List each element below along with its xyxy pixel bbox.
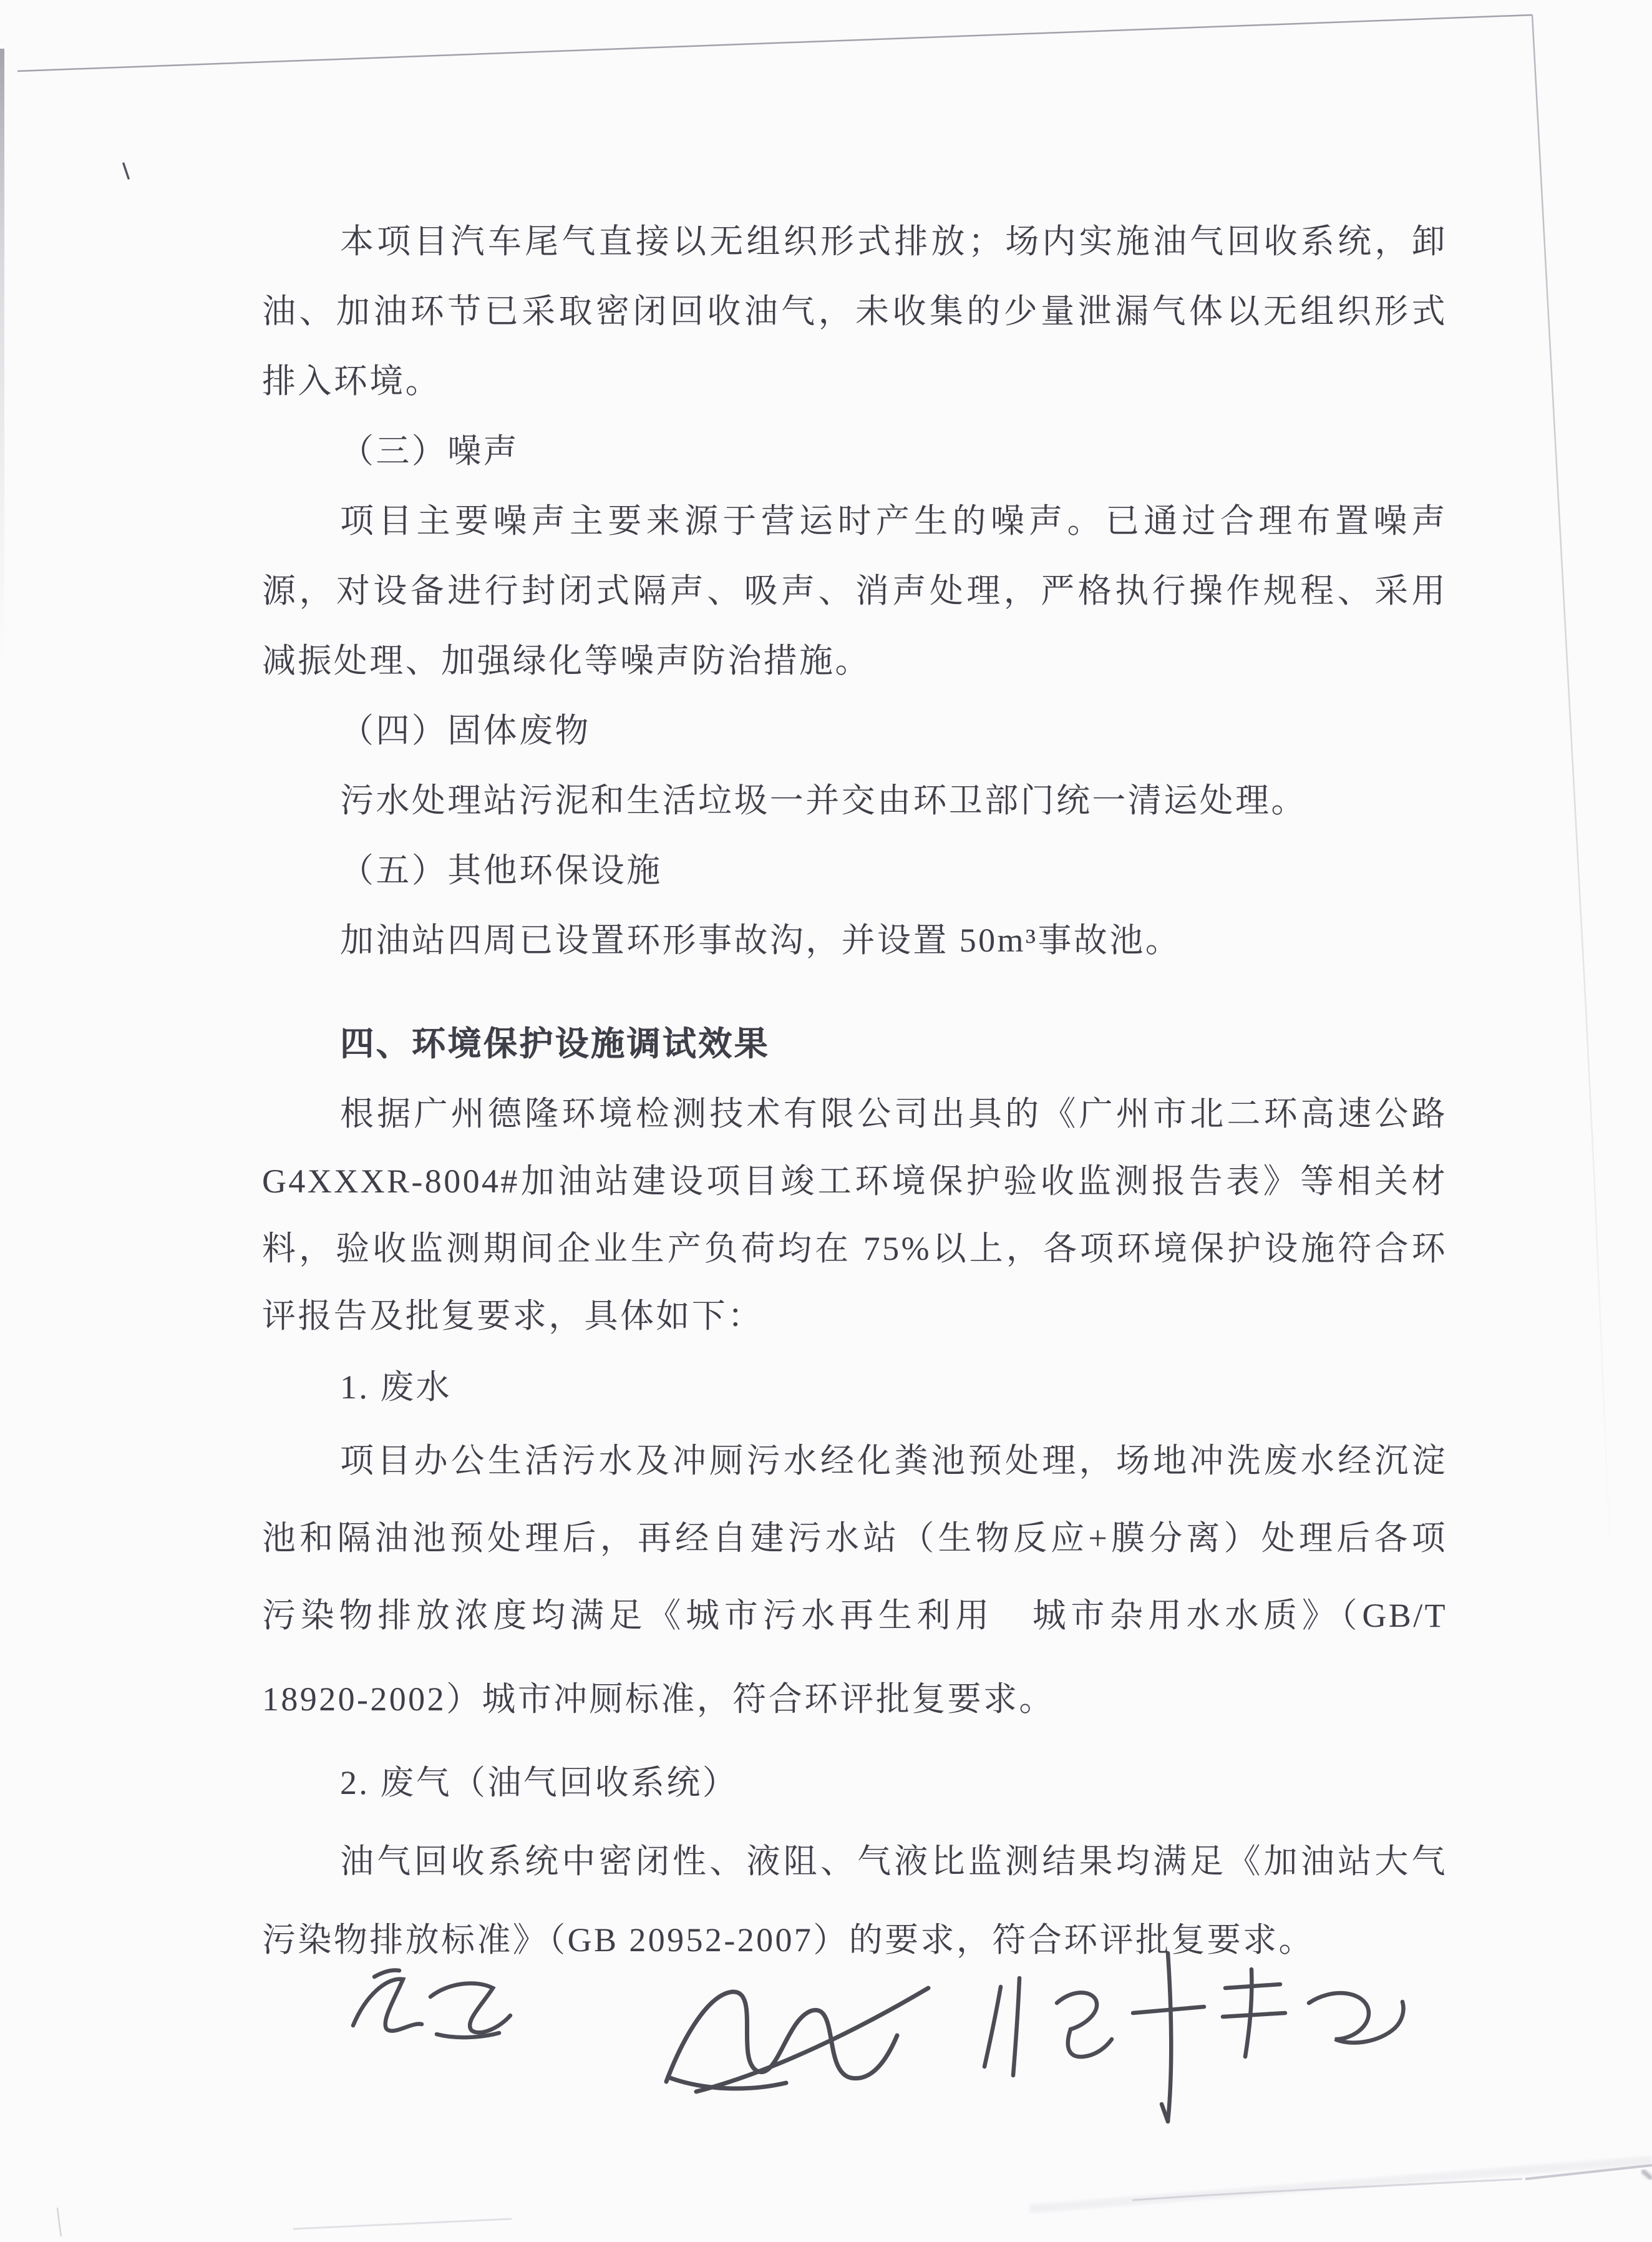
- text-line: 源，对设备进行封闭式隔声、吸声、消声处理，严格执行操作规程、采用: [262, 572, 1447, 610]
- signature-1: [353, 1970, 510, 2037]
- paper-edge-top: [17, 15, 1532, 71]
- text-line: 池和隔油池预处理后，再经自建污水站（生物反应+膜分离）处理后各项: [262, 1519, 1447, 1557]
- text-line: 18920-2002）城市冲厕标准，符合环评批复要求。: [262, 1680, 1055, 1718]
- text-line: 1. 废水: [340, 1368, 452, 1406]
- text-line: 根据广州德隆环境检测技术有限公司出具的《广州市北二环高速公路: [340, 1095, 1447, 1133]
- text-line: 评报告及批复要求，具体如下：: [262, 1297, 764, 1335]
- text-line: 料，验收监测期间企业生产负荷均在 75%以上，各项环境保护设施符合环: [262, 1230, 1447, 1267]
- text-line: （五）其他环保设施: [340, 852, 663, 889]
- scan-streaks-bottom: [57, 2160, 1652, 2236]
- text-line: 项目办公生活污水及冲厕污水经化粪池预处理，场地冲洗废水经沉淀: [340, 1442, 1447, 1479]
- scan-smudge-left-edge: [0, 49, 129, 660]
- text-line: 污染物排放浓度均满足《城市污水再生利用 城市杂用水水质》（GB/T: [262, 1597, 1447, 1634]
- text-line: 污染物排放标准》（GB 20952-2007）的要求，符合环评批复要求。: [262, 1921, 1314, 1959]
- text-line: （四）固体废物: [340, 712, 591, 749]
- text-line: 2. 废气（油气回收系统）: [340, 1764, 739, 1801]
- section-heading: 四、环境保护设施调试效果: [340, 1025, 770, 1063]
- paper-edge-right: [1532, 15, 1612, 1597]
- signature-3: [984, 1953, 1404, 2122]
- signature-2: [666, 1988, 928, 2092]
- text-line: 油气回收系统中密闭性、液阻、气液比监测结果均满足《加油站大气: [340, 1843, 1447, 1880]
- text-line: 项目主要噪声主要来源于营运时产生的噪声。已通过合理布置噪声: [340, 502, 1447, 540]
- text-line: 污水处理站污泥和生活垃圾一并交由环卫部门统一清运处理。: [340, 782, 1307, 819]
- text-line: 本项目汽车尾气直接以无组织形式排放；场内实施油气回收系统，卸: [340, 223, 1447, 260]
- text-line: 减振处理、加强绿化等噪声防治措施。: [262, 642, 871, 680]
- text-line: G4XXXR-8004#加油站建设项目竣工环境保护验收监测报告表》等相关材: [262, 1162, 1447, 1200]
- text-line: （三）噪声: [340, 432, 519, 470]
- text-line: 加油站四周已设置环形事故沟，并设置 50m³事故池。: [340, 922, 1182, 959]
- text-line: 油、加油环节已采取密闭回收油气，未收集的少量泄漏气体以无组织形式: [262, 293, 1447, 330]
- text-line: 排入环境。: [262, 363, 441, 400]
